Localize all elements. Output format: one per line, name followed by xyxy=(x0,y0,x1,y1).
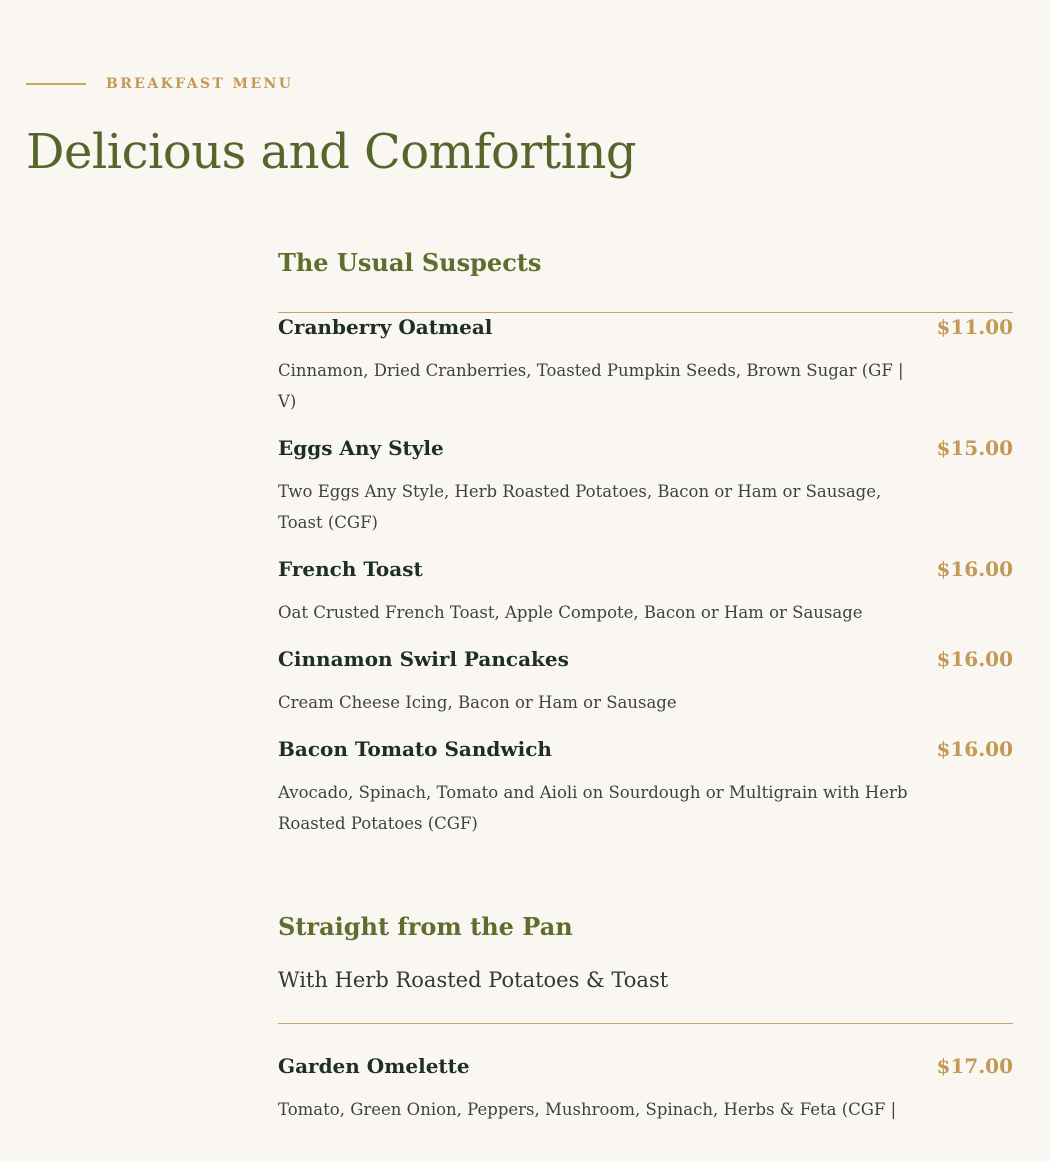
menu-item-price: $17.00 xyxy=(936,1054,1013,1078)
menu-content xyxy=(278,244,1013,1125)
menu-item-description: Two Eggs Any Style, Herb Roasted Potatoes, Bacon or Ham or Sausage, Toast (CGF) xyxy=(278,482,882,532)
menu-item xyxy=(278,645,1013,718)
section-title: Straight from the Pan xyxy=(278,912,573,941)
menu-item xyxy=(278,313,1013,417)
menu-item xyxy=(278,735,1013,839)
menu-item-name: Cinnamon Swirl Pancakes xyxy=(278,647,569,671)
section-title: The Usual Suspects xyxy=(278,248,542,277)
eyebrow-divider-line xyxy=(26,83,86,85)
page-title: Delicious and Comforting xyxy=(26,124,637,180)
menu-item-name: Eggs Any Style xyxy=(278,436,444,460)
menu-item-price: $11.00 xyxy=(936,315,1013,339)
menu-item-description: Oat Crusted French Toast, Apple Compote, Bacon or Ham or Sausage xyxy=(278,603,863,622)
eyebrow xyxy=(26,74,293,94)
menu-section-straight-from-the-pan xyxy=(278,908,1013,1125)
menu-item-description: Cream Cheese Icing, Bacon or Ham or Sausage xyxy=(278,693,677,712)
menu-item-description: Cinnamon, Dried Cranberries, Toasted Pumpkin Seeds, Brown Sugar (GF | V) xyxy=(278,361,904,411)
menu-item xyxy=(278,555,1013,628)
menu-item-description: Tomato, Green Onion, Peppers, Mushroom, Spinach, Herbs & Feta (CGF | xyxy=(278,1100,897,1119)
menu-item xyxy=(278,1052,1013,1125)
eyebrow-label: BREAKFAST MENU xyxy=(106,76,294,92)
menu-section-usual-suspects xyxy=(278,244,1013,839)
section-subtitle: With Herb Roasted Potatoes & Toast xyxy=(278,968,669,992)
menu-item-name: French Toast xyxy=(278,557,423,581)
menu-item-price: $15.00 xyxy=(936,436,1013,460)
menu-item-price: $16.00 xyxy=(936,737,1013,761)
menu-item xyxy=(278,434,1013,538)
menu-item-name: Bacon Tomato Sandwich xyxy=(278,737,552,761)
menu-item-description: Avocado, Spinach, Tomato and Aioli on Sourdough or Multigrain with Herb Roasted Potatoes (CGF) xyxy=(278,783,908,833)
menu-item-name: Garden Omelette xyxy=(278,1054,470,1078)
menu-item-price: $16.00 xyxy=(936,647,1013,671)
menu-item-name: Cranberry Oatmeal xyxy=(278,315,493,339)
menu-item-price: $16.00 xyxy=(936,557,1013,581)
section-divider xyxy=(278,1023,1013,1024)
